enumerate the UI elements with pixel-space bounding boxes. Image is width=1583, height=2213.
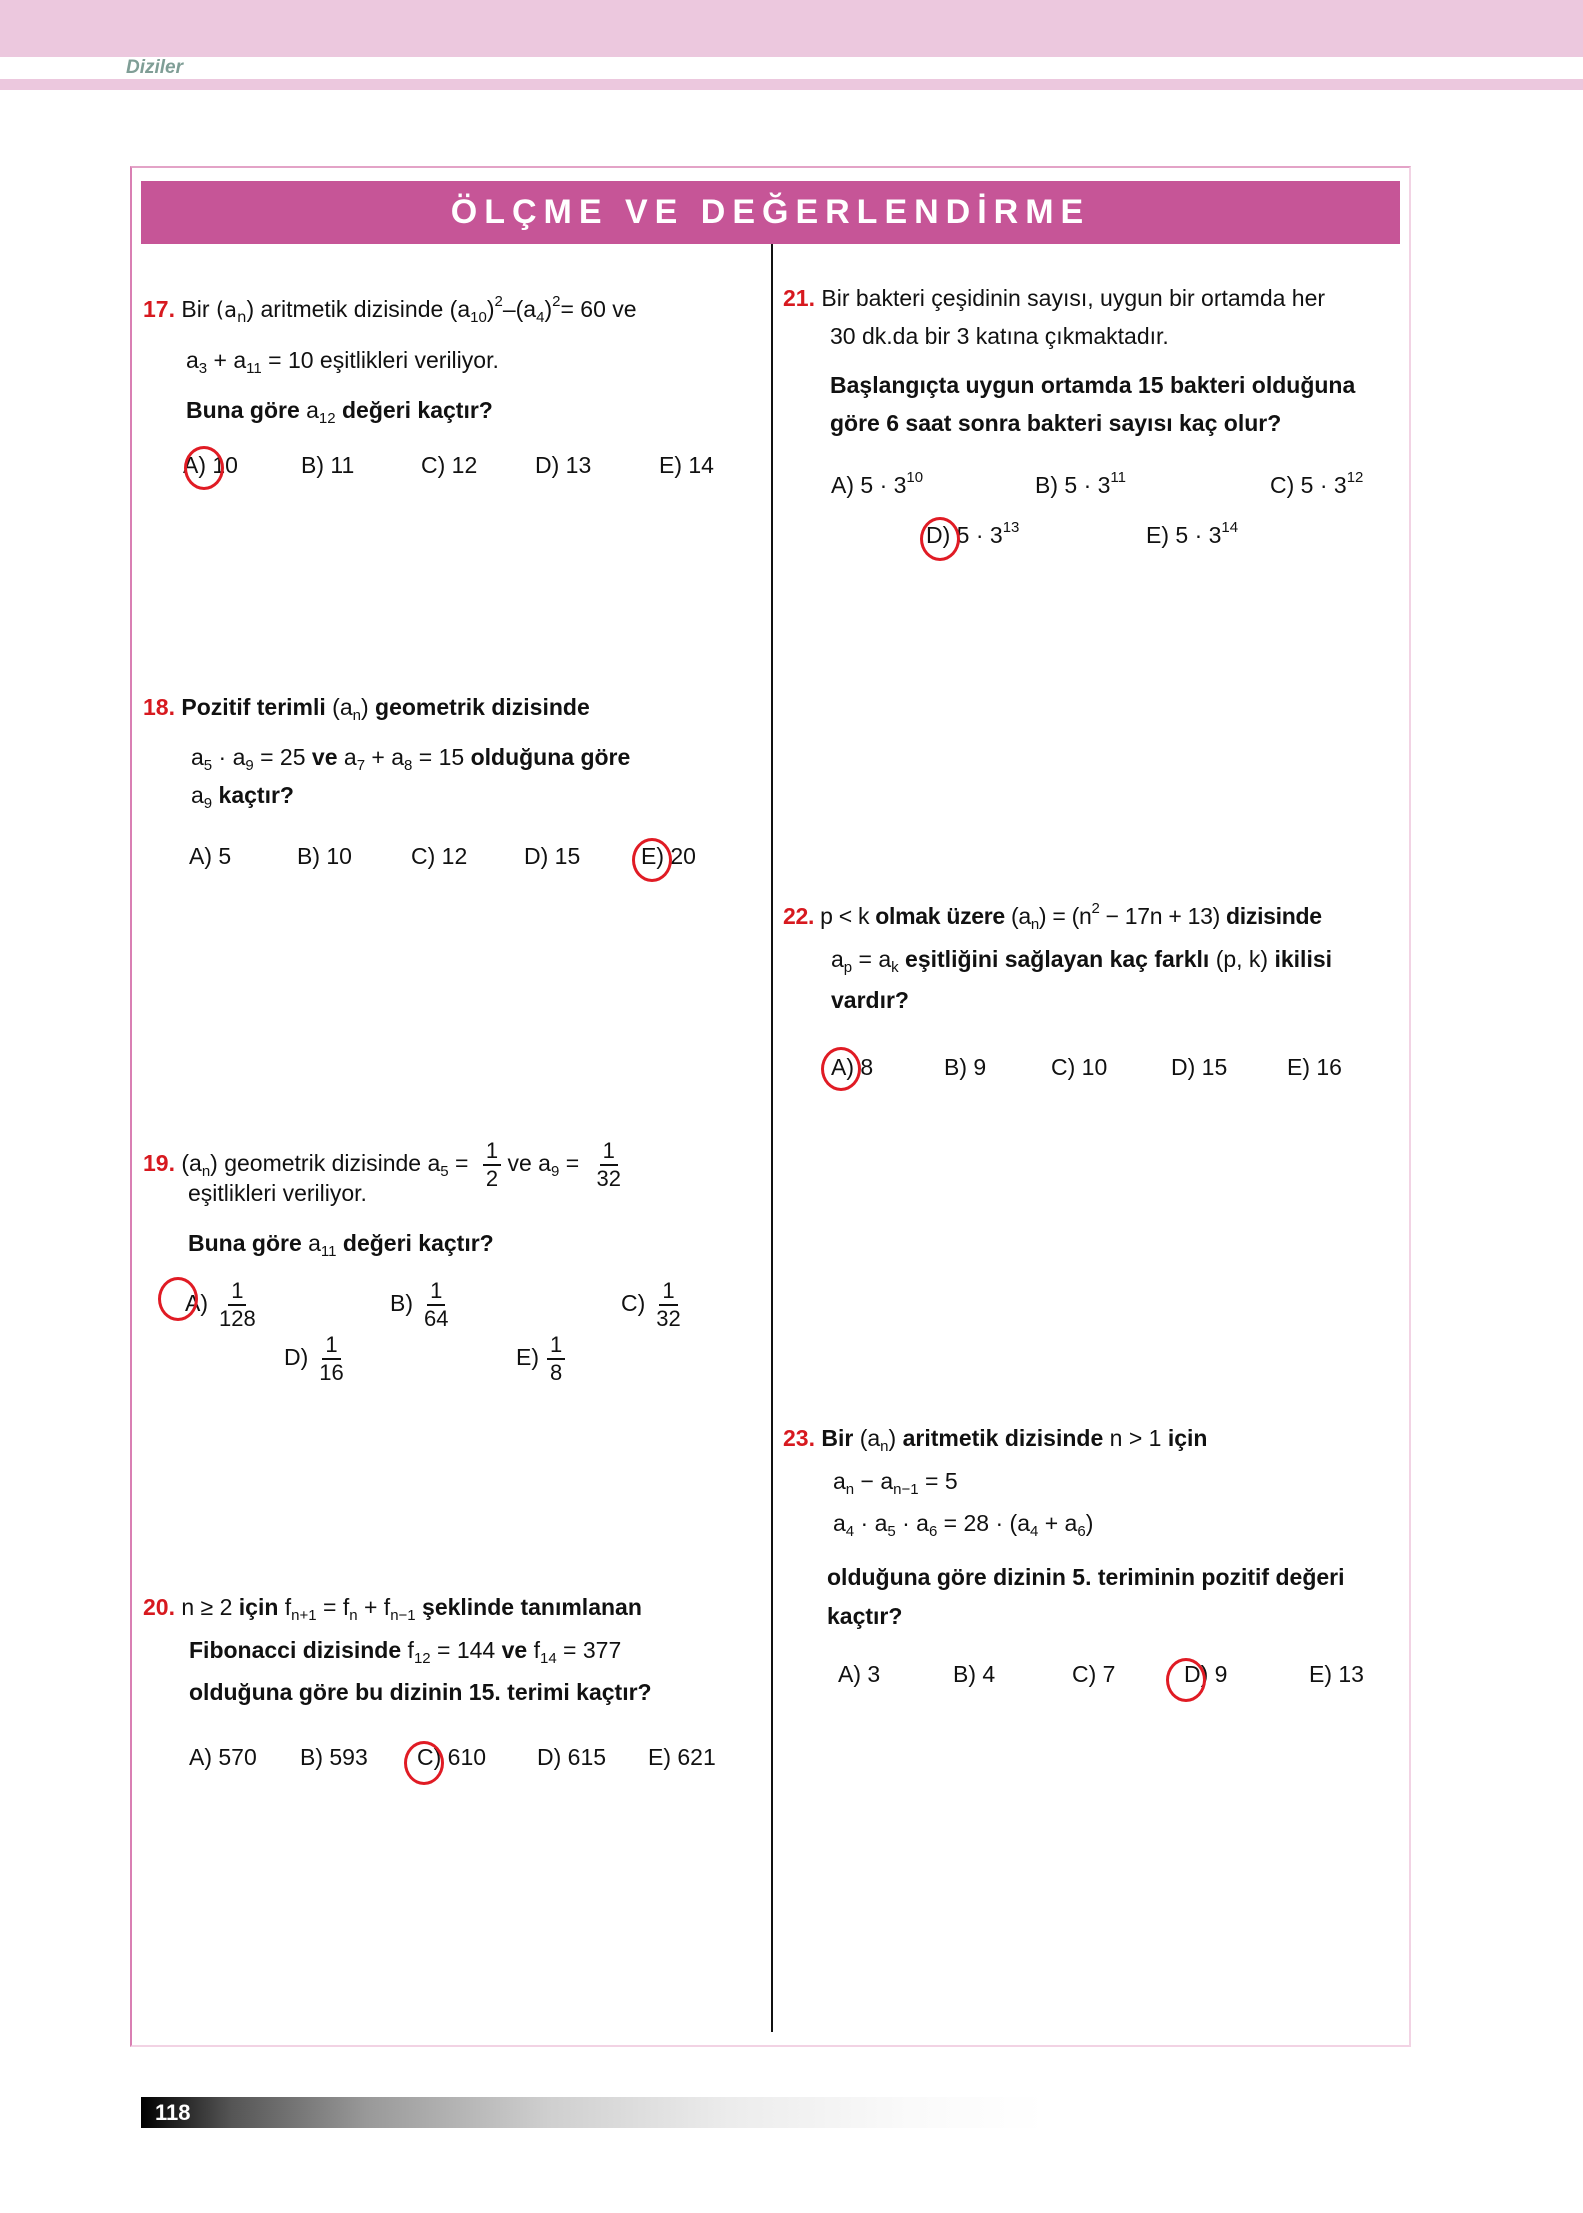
option-e[interactable]: E) 20 (641, 843, 696, 869)
option-a[interactable]: A) 570 (189, 1744, 257, 1770)
header-band-lower (0, 79, 1583, 90)
option-c[interactable]: C) 7 (1072, 1661, 1116, 1687)
chapter-title: Diziler (126, 57, 184, 78)
header-strip (0, 57, 1583, 78)
answer-mark-circle (632, 838, 672, 882)
equation: $a_n - a_{n-1} = 5$ (833, 1468, 958, 1498)
page-number-bar (141, 2097, 1046, 2128)
option-d[interactable]: D) 13 (535, 452, 592, 478)
question-text: $a_p = a_k$ eşitliğini sağlayan kaç farklı (p, k) ikilisi (831, 946, 1333, 976)
question-number: 23. (783, 1425, 815, 1451)
option-d[interactable]: D) 615 (537, 1744, 607, 1770)
section-title-bar (141, 181, 1400, 244)
section-title: ÖLÇME VE DEĞERLENDİRME (450, 193, 1091, 231)
option-a[interactable]: A) 3 (838, 1661, 881, 1687)
answer-mark-circle (821, 1047, 861, 1091)
option-b[interactable]: B) 9 (944, 1054, 987, 1080)
option-a[interactable]: A) $\frac{1}{128}$ (185, 1278, 256, 1331)
option-d[interactable]: D) 15 (524, 843, 581, 869)
option-e[interactable]: E) 14 (659, 452, 714, 478)
answer-mark-circle (158, 1277, 198, 1321)
option-b[interactable]: B) 4 (953, 1661, 996, 1687)
question-number: 19. (143, 1150, 175, 1177)
fraction: $\frac{1}{2}$ (483, 1140, 501, 1190)
option-c[interactable]: C) 610 (417, 1744, 487, 1770)
fraction: $\frac{1}{32}$ (596, 1138, 622, 1191)
option-c[interactable]: C) 10 (1051, 1054, 1108, 1080)
question-prompt: kaçtır? (827, 1603, 903, 1629)
option-d[interactable]: D) 15 (1171, 1054, 1228, 1080)
question-text: Fibonacci dizisinde $f_{12} = 144$ ve $f_{14} = 377$ (189, 1637, 622, 1667)
question-prompt: Buna göre $a_{12}$ değeri kaçtır? (186, 397, 493, 427)
question-prompt: $a_9$ kaçtır? (191, 782, 294, 812)
option-e[interactable]: E) 13 (1309, 1661, 1364, 1687)
option-b[interactable]: B) $5 \cdot 3^{11}$ (1035, 469, 1126, 498)
option-b[interactable]: B) $\frac{1}{64}$ (390, 1278, 449, 1331)
option-c[interactable]: C) 12 (421, 452, 478, 478)
header-band (0, 0, 1583, 57)
question-text: 30 dk.da bir 3 katına çıkmaktadır. (830, 323, 1169, 349)
option-e[interactable]: E) 621 (648, 1744, 716, 1770)
option-a[interactable]: A) 10 (183, 452, 238, 478)
answer-mark-circle (404, 1741, 444, 1785)
question-text: Bir bakteri çeşidinin sayısı, uygun bir ortamda her (821, 285, 1326, 311)
option-b[interactable]: B) 10 (297, 843, 352, 869)
option-a[interactable]: A) 5 (189, 843, 232, 869)
text: Bir (181, 296, 216, 322)
equation: $a_4 \cdot a_5 \cdot a_6 = 28 \cdot (a_4 + a_6)$ (833, 1510, 1094, 1540)
question-number: 20. (143, 1594, 175, 1620)
math: ($a_n$ (215, 298, 247, 326)
option-e[interactable]: E) $5 \cdot 3^{14}$ (1146, 519, 1239, 548)
option-d[interactable]: D) 9 (1184, 1661, 1228, 1687)
answer-mark-circle (920, 517, 960, 561)
answer-mark-circle (184, 446, 224, 490)
question-text: $a_5 \cdot a_9 = 25$ ve $a_7 + a_8 = 15$ olduğuna göre (191, 744, 631, 774)
option-b[interactable]: B) 593 (300, 1744, 368, 1770)
page-number: 118 (155, 2100, 191, 2125)
option-e[interactable]: E) 16 (1287, 1054, 1342, 1080)
question-text: eşitlikleri veriliyor. (188, 1180, 367, 1206)
question-number: 22. (783, 903, 815, 929)
column-divider (771, 244, 773, 2032)
option-a[interactable]: A) $5 \cdot 3^{10}$ (831, 469, 924, 498)
option-c[interactable]: C) 12 (411, 843, 468, 869)
option-b[interactable]: B) 11 (301, 452, 355, 478)
question-number: 17. (143, 296, 175, 322)
answer-mark-circle (1166, 1658, 1206, 1702)
option-c[interactable]: C) $\frac{1}{32}$ (621, 1278, 681, 1331)
question-prompt: Buna göre $a_{11}$ değeri kaçtır? (188, 1230, 494, 1260)
option-e[interactable]: E) $\frac{1}{8}$ (516, 1334, 565, 1384)
question-number: 21. (783, 285, 815, 311)
question-prompt: göre 6 saat sonra bakteri sayısı kaç olur? (830, 410, 1282, 436)
question-prompt: olduğuna göre bu dizinin 15. terimi kaçtır? (189, 1679, 652, 1705)
question-prompt: olduğuna göre dizinin 5. teriminin pozitif değeri (827, 1564, 1345, 1590)
question-prompt: vardır? (831, 987, 909, 1013)
option-c[interactable]: C) $5 \cdot 3^{12}$ (1270, 469, 1364, 498)
option-d[interactable]: D) $\frac{1}{16}$ (284, 1332, 344, 1385)
option-d[interactable]: D) $5 \cdot 3^{13}$ (926, 519, 1020, 548)
option-a[interactable]: A) 8 (831, 1054, 874, 1080)
question-text: $a_3 + a_{11} = 10$ eşitlikleri veriliyor. (186, 347, 499, 377)
text: ) aritmetik dizisinde (a (246, 296, 471, 322)
question-number: 18. (143, 694, 175, 720)
question-prompt: Başlangıçta uygun ortamda 15 bakteri olduğuna (830, 372, 1356, 398)
